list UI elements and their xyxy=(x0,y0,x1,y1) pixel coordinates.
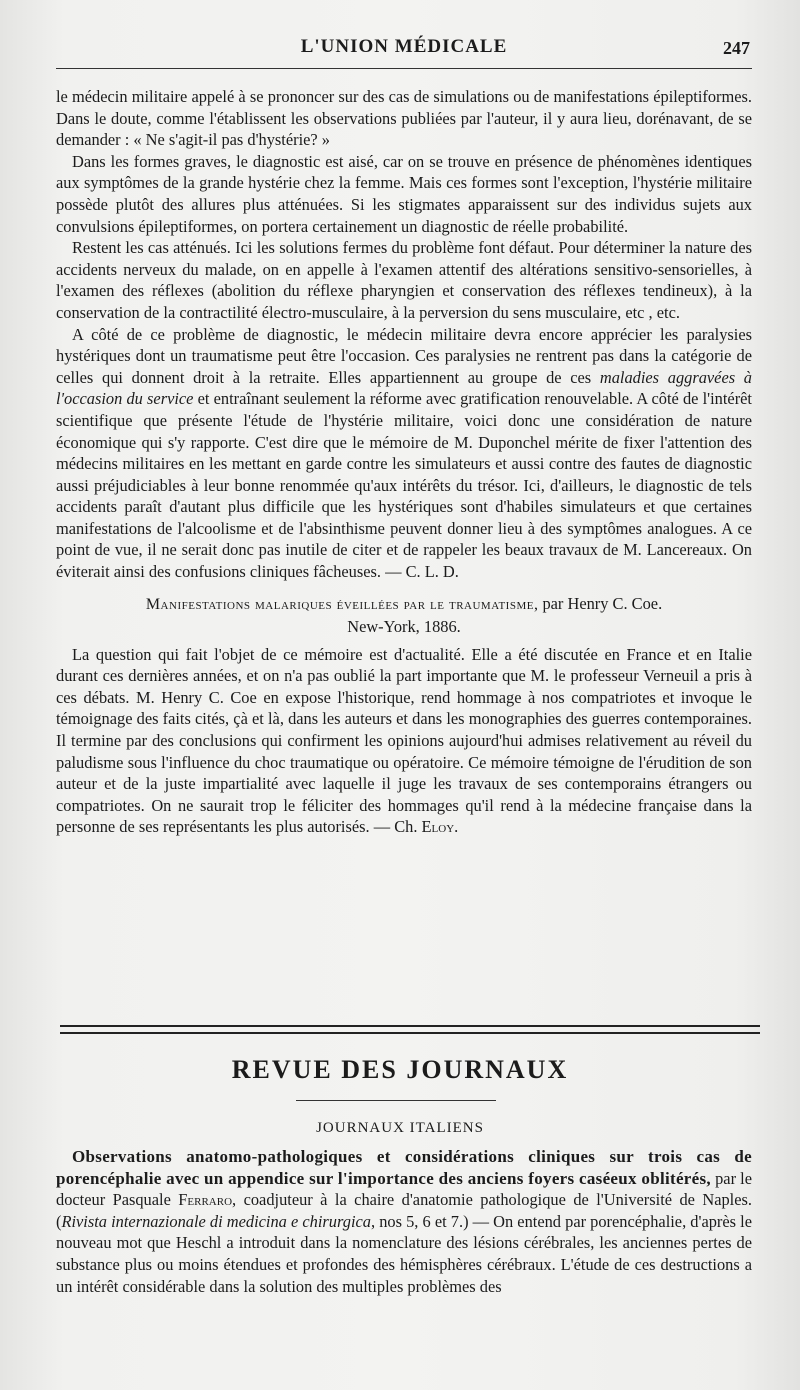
paragraph: Restent les cas atténués. Ici les solutions fermes du problème font défaut. Pour déterminer la nature des accidents nerveux du malade, on en appelle à l'examen attentif des altérations sensitivo-sensorielles, à l'examen des réflexes (abolition du réflexe pharyngien et conservation des réflexes tendineux), à la conservation de la contractilité électro-musculaire, à la perversion du sens musculaire, etc , etc. xyxy=(56,238,752,322)
paragraph-text: La question qui fait l'objet de ce mémoire est d'actualité. Elle a été discutée en France et en Italie durant ces dernières années, et on n'a pas oublié la part importante que M. le professeur Verneuil a pris à ces débats. M. Henry C. Coe en expose l'historique, rend hommage à nos compatriotes et invoque le témoignage des faits cités, çà et là, dans les auteurs et dans les monographies des guerres contemporaines. Il termine par des conclusions qui confirment les opinions aujourd'hui admises relativement au réveil du paludisme sous l'influence du choc traumatique ou opératoire. Ce mémoire témoigne de l'érudition de son auteur et de la juste impartialité avec laquelle il juge les travaux de ses contemporains étrangers ou compatriotes. On ne saurait trop le féliciter des hommages qu'il rend à la médecine française dans la personne de ses représentants les plus autorisés. — Ch. xyxy=(56,644,752,837)
paragraph xyxy=(56,324,752,583)
paragraph-text: par le docteur Pasquale xyxy=(56,1168,752,1210)
paragraph-text: , nos 5, 6 et 7.) — On entend par porencéphalie, d'après le nouveau mot que Heschl a introduit dans la nomenclature des lésions cérébrales, les anciennes pertes de substance plus ou moins étendues et profondes des hémisphères cérébraux. L'étude de ces destructions a un intérêt considérable dans la solution des multiples problèmes des xyxy=(56,1211,752,1296)
article-place-date: New-York, 1886. xyxy=(347,616,461,636)
page-number: 247 xyxy=(723,38,750,58)
review-text xyxy=(56,1146,752,1297)
header-rule xyxy=(56,68,752,69)
paragraph: le médecin militaire appelé à se prononcer sur des cas de simulations ou de manifestations épileptiformes. Dans le doute, comme l'établissent les observations publiées par l'auteur, il y aura lieu, dorénavant, de se demander : « Ne s'agit-il pas d'hystérie? » xyxy=(56,87,752,150)
signature: Eloy. xyxy=(421,817,459,837)
paragraph-text: , coadjuteur à la chaire d'anatomie pathologique de l'Université de Naples. ( xyxy=(56,1190,752,1231)
paragraph xyxy=(56,644,752,838)
subsection-title: JOURNAUX ITALIENS xyxy=(316,1120,484,1136)
section-divider xyxy=(60,1025,760,1034)
paragraph-text: A côté de ce problème de diagnostic, le médecin militaire devra encore apprécier les paralysies hystériques dont un traumatisme peut être l'occasion. Ces paralysies ne rentrent pas dans la catégorie de celles qui donnent droit à la retraite. Elles appartiennent au groupe de ces xyxy=(56,324,752,387)
main-text xyxy=(56,86,752,838)
running-title: L'UNION MÉDICALE xyxy=(300,36,508,57)
paragraph-text: et entraînant seulement la réforme avec gratification renouvelable. A côté de l'intérêt scientifique que présente l'étude de l'hystérie militaire, voici donc une considération de nature économique qui s'y rapporte. C'est dire que le mémoire de M. Duponchel mérite de fixer l'attention des médecins militaires en les mettant en garde contre les simulateurs et aussi contre des fautes de diagnostic aussi préjudiciables à leur bonne renommée qu'aux intérêts du trésor. Ici, d'ailleurs, le diagnostic de tels accidents paraît d'autant plus difficile que les hystériques sont d'habiles simulateurs et que certaines manifestations de l'alcoolisme et de l'absinthisme peuvent donner lieu à des symptômes analogues. A ce point de vue, il ne serait donc pas inutile de citer et de rappeler les beaux travaux de M. Lancereaux. On éviterait ainsi des confusions cliniques fâcheuses. — C. L. D. xyxy=(56,389,752,582)
paragraph: Dans les formes graves, le diagnostic est aisé, car on se trouve en présence de phénomènes identiques aux symptômes de la grande hystérie chez la femme. Mais ces formes sont l'exception, l'hystérie militaire possède plutôt des allures plus atténuées. Si les stigmates apparaissent sur des individus sujets aux convulsions épileptiformes, on portera certainement un diagnostic de réelle probabilité. xyxy=(56,151,752,236)
article-title: Manifestations malariques éveillées par le traumatisme, xyxy=(145,595,539,613)
page-header xyxy=(56,36,752,66)
section-title: REVUE DES JOURNAUX xyxy=(231,1055,569,1084)
article-author: par Henry C. Coe. xyxy=(542,593,663,613)
italic-phrase: maladies aggravées à l'occasion du service xyxy=(56,367,752,409)
review-title: Observations anatomo-pathologiques et considérations cliniques sur trois cas de porencéphalie avec un appendice sur l'importance des anciens foyers caséeux oblitérés, xyxy=(56,1147,752,1188)
paragraph xyxy=(56,1146,752,1297)
review-author: Ferraro xyxy=(178,1190,233,1210)
article-heading xyxy=(56,593,752,638)
journal-name: Rivista internazionale di medicina e chirurgica xyxy=(61,1211,371,1231)
section-rule xyxy=(296,1100,496,1101)
